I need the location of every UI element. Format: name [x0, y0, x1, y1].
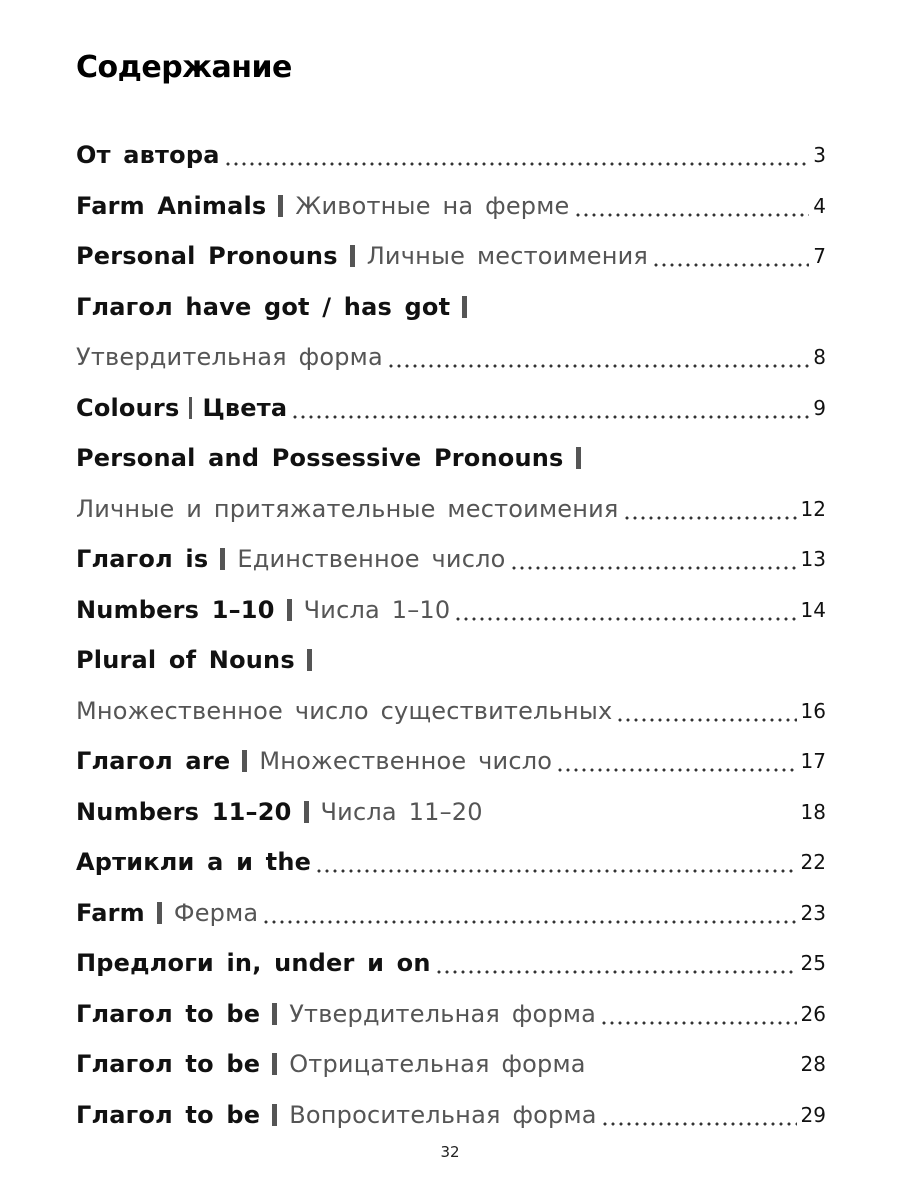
toc-entry-title: Numbers 11–20	[76, 797, 292, 826]
separator-bar	[307, 649, 312, 671]
dot-leader	[454, 598, 796, 622]
toc-entry[interactable]	[76, 938, 826, 989]
toc-entry-page: 18	[800, 799, 826, 824]
toc-entry-page: 3	[813, 143, 826, 168]
toc-entry-subtitle: Личные местоимения	[366, 242, 649, 271]
dot-leader	[435, 951, 797, 975]
toc-entry-title: Personal Pronouns	[76, 242, 338, 271]
separator-bar	[272, 1104, 277, 1126]
toc-entry[interactable]	[76, 888, 826, 939]
toc-entry-page: 16	[800, 698, 826, 723]
toc-entry-subtitle: Личные и притяжательные местоимения	[76, 494, 619, 523]
toc-entry-title: Глагол have got / has got	[76, 292, 451, 321]
dot-leader	[262, 901, 796, 925]
toc-entry-title: Plural of Nouns	[76, 646, 295, 675]
toc-entry[interactable]	[76, 736, 826, 787]
toc-entry-page: 26	[800, 1001, 826, 1026]
separator-bar	[350, 245, 355, 267]
toc-entry-title: Numbers 1–10	[76, 595, 275, 624]
toc-entry[interactable]	[76, 433, 826, 484]
toc-entry-title: Глагол to be	[76, 1050, 261, 1079]
toc-entry[interactable]	[76, 383, 826, 434]
toc-entry[interactable]	[76, 534, 826, 585]
toc-entry-subtitle: Утвердительная форма	[289, 999, 597, 1028]
toc-entry-subtitle: Отрицательная форма	[289, 1050, 586, 1079]
dot-leader	[224, 143, 810, 167]
dot-leader	[600, 1002, 796, 1026]
table-of-contents	[76, 130, 826, 1140]
dot-leader	[291, 396, 809, 420]
toc-entry[interactable]	[76, 181, 826, 232]
toc-entry-title: Colours	[76, 393, 180, 422]
toc-entry[interactable]	[76, 1090, 826, 1141]
toc-entry-title: Personal and Possessive Pronouns	[76, 444, 564, 473]
toc-entry[interactable]	[76, 837, 826, 888]
toc-entry[interactable]	[76, 989, 826, 1040]
dot-leader	[601, 1103, 797, 1127]
dot-leader	[623, 497, 797, 521]
toc-entry-page: 17	[800, 749, 826, 774]
toc-entry-subtitle: Множественное число существительных	[76, 696, 613, 725]
separator-bar	[272, 1053, 277, 1075]
dot-leader	[652, 244, 809, 268]
toc-entry-continuation[interactable]	[76, 332, 826, 383]
toc-entry-title: Предлоги in, under и on	[76, 949, 431, 978]
toc-entry-continuation[interactable]	[76, 484, 826, 535]
separator-bar	[462, 296, 467, 318]
toc-entry-title: Глагол is	[76, 545, 209, 574]
separator-bar	[278, 195, 283, 217]
dot-leader	[556, 749, 796, 773]
toc-entry-subtitle: Утвердительная форма	[76, 343, 383, 372]
toc-entry[interactable]	[76, 585, 826, 636]
toc-entry-subtitle: Животные на ферме	[295, 191, 570, 220]
toc-entry-continuation[interactable]	[76, 686, 826, 737]
toc-entry[interactable]	[76, 130, 826, 181]
toc-entry-page: 28	[800, 1052, 826, 1077]
toc-entry-page: 29	[800, 1102, 826, 1127]
toc-entry-title: Глагол to be	[76, 999, 261, 1028]
toc-entry-page: 14	[800, 597, 826, 622]
toc-entry-subtitle: Числа 11–20	[320, 797, 483, 826]
page-title: Содержание	[76, 50, 292, 85]
dot-leader	[574, 194, 810, 218]
toc-entry-title: Артикли a и the	[76, 848, 312, 877]
separator-bar	[304, 801, 309, 823]
toc-entry-title: Farm Animals	[76, 191, 267, 220]
page-number: 32	[440, 1143, 460, 1161]
dot-leader	[387, 345, 809, 369]
separator-bar	[576, 447, 581, 469]
toc-entry-page: 8	[813, 345, 826, 370]
toc-entry-subtitle: Единственное число	[237, 545, 506, 574]
separator-bar	[189, 397, 192, 419]
separator-bar	[287, 599, 292, 621]
toc-entry-subtitle: Числа 1–10	[303, 595, 451, 624]
toc-entry[interactable]	[76, 635, 826, 686]
toc-entry-page: 13	[800, 547, 826, 572]
toc-entry-title: От автора	[76, 141, 220, 170]
toc-entry-subtitle: Множественное число	[259, 747, 553, 776]
toc-entry[interactable]	[76, 1039, 826, 1090]
dot-leader	[616, 699, 796, 723]
toc-entry-page: 23	[800, 900, 826, 925]
toc-entry-page: 4	[813, 193, 826, 218]
separator-bar	[157, 902, 162, 924]
toc-entry-page: 12	[800, 496, 826, 521]
toc-entry[interactable]	[76, 787, 826, 838]
separator-bar	[242, 750, 247, 772]
separator-bar	[220, 548, 225, 570]
toc-entry-page: 7	[813, 244, 826, 269]
dot-leader	[510, 547, 797, 571]
toc-entry-page: 9	[813, 395, 826, 420]
separator-bar	[272, 1003, 277, 1025]
toc-entry-subtitle: Цвета	[202, 393, 288, 422]
toc-entry-subtitle: Ферма	[173, 898, 259, 927]
toc-entry[interactable]	[76, 231, 826, 282]
dot-leader	[315, 850, 796, 874]
toc-entry-title: Глагол are	[76, 747, 231, 776]
toc-entry-page: 25	[800, 951, 826, 976]
toc-entry-subtitle: Вопросительная форма	[289, 1100, 597, 1129]
toc-entry-title: Глагол to be	[76, 1100, 261, 1129]
toc-entry[interactable]	[76, 282, 826, 333]
toc-entry-title: Farm	[76, 898, 145, 927]
toc-entry-page: 22	[800, 850, 826, 875]
